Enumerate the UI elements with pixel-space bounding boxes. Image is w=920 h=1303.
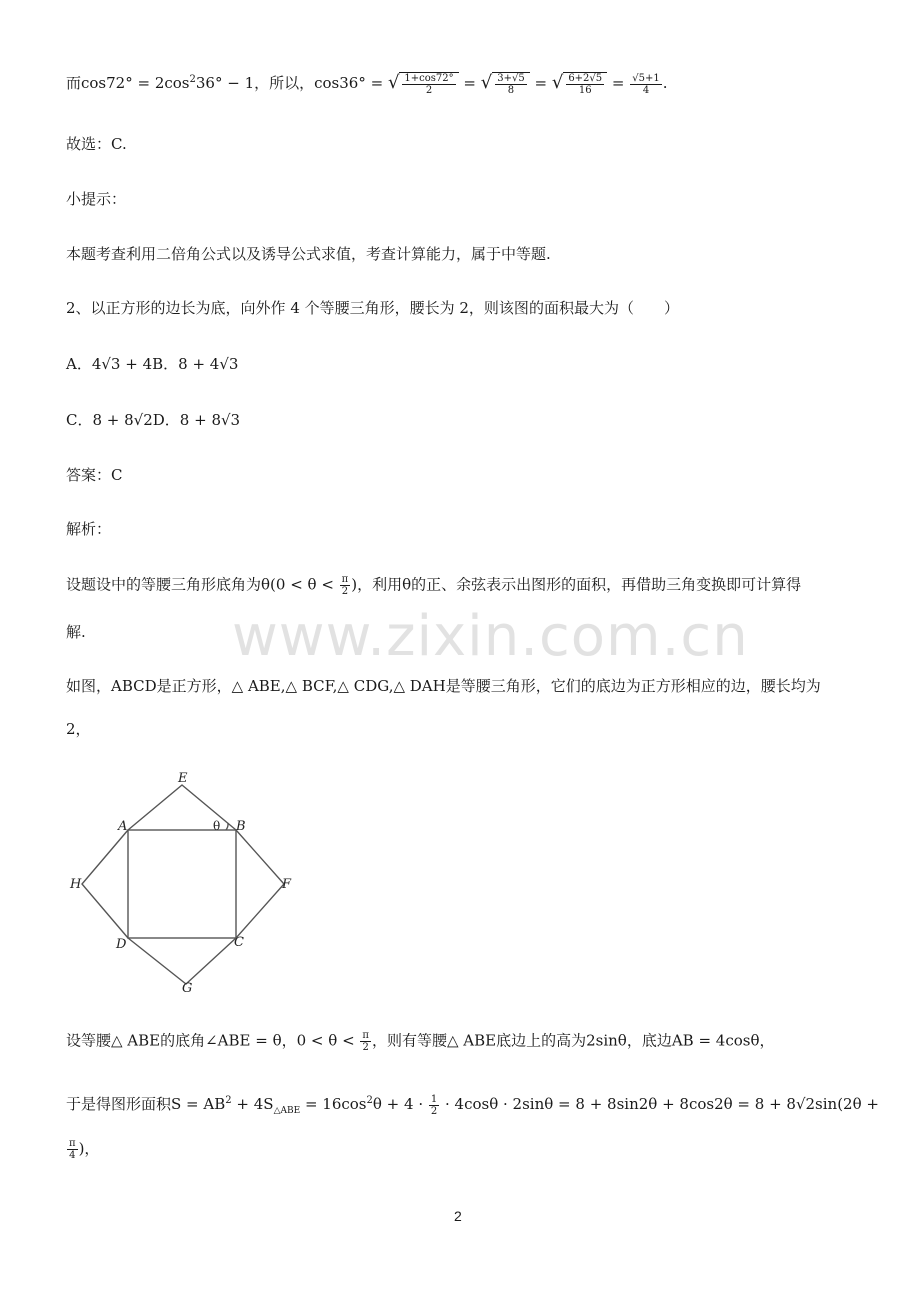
superscript: 2 xyxy=(366,1095,373,1106)
denominator: 2 xyxy=(341,586,349,597)
watermark: www.zixin.com.cn xyxy=(232,604,749,669)
numerator: 3+√5 xyxy=(497,72,525,84)
text-seg: = xyxy=(607,74,630,92)
numerator: 6+2√5 xyxy=(568,72,603,84)
denominator: 16 xyxy=(578,84,592,96)
fraction xyxy=(429,1094,439,1117)
numerator: 1+cos72° xyxy=(404,72,454,84)
triangle-cdg xyxy=(128,938,236,984)
label-b: B xyxy=(236,819,246,834)
fraction xyxy=(360,1030,371,1053)
solution-line-2 xyxy=(66,1091,879,1121)
solution-line-1 xyxy=(66,1030,775,1053)
denominator: 4 xyxy=(69,1150,76,1161)
triangle-bcf xyxy=(236,830,284,938)
superscript: 2 xyxy=(225,1095,232,1106)
text-seg: = 16cos xyxy=(300,1095,367,1113)
options-ab: A．4√3 + 4B．8 + 4√3 xyxy=(66,355,239,373)
text-seg: + 4S xyxy=(231,1095,274,1113)
denominator: 2 xyxy=(425,84,433,96)
text-seg: )，利用θ的正、余弦表示出图形的面积，再借助三角变换即可计算得 xyxy=(351,575,802,594)
page-number: 2 xyxy=(454,1208,462,1224)
subscript: △ABE xyxy=(273,1106,301,1116)
sqrt-sign: √ xyxy=(551,72,564,93)
numerator: π xyxy=(69,1138,76,1149)
hint-text: 本题考查利用二倍角公式以及诱导公式求值，考查计算能力，属于中等题. xyxy=(66,245,551,263)
text-seg: 而cos72° = 2cos xyxy=(66,74,190,92)
analysis-text-2: 解. xyxy=(66,623,86,641)
denominator: 2 xyxy=(430,1105,438,1117)
analysis-heading: 解析： xyxy=(66,520,112,538)
fraction xyxy=(340,574,351,597)
fraction xyxy=(566,73,604,96)
square-triangles-figure xyxy=(66,770,306,1000)
label-d: D xyxy=(116,937,127,952)
text-seg: )， xyxy=(78,1139,100,1158)
sqrt-body xyxy=(563,72,607,96)
text-seg: ，则有等腰△ ABE底边上的高为2sinθ，底边AB = 4cosθ， xyxy=(371,1031,775,1050)
label-e: E xyxy=(178,771,188,786)
text-seg: = xyxy=(458,74,481,92)
formula-line-cos36 xyxy=(66,70,668,96)
fraction xyxy=(402,73,455,96)
label-f: F xyxy=(282,877,292,892)
superscript: 2 xyxy=(189,74,196,85)
choice-line: 故选：C. xyxy=(66,135,127,153)
numerator: π xyxy=(341,574,349,585)
text-seg: 36° − 1，所以，cos36° = xyxy=(195,74,388,92)
triangle-dah xyxy=(82,830,128,938)
denominator: 2 xyxy=(362,1042,369,1053)
analysis-text-1 xyxy=(66,574,801,597)
sqrt-body xyxy=(399,72,458,96)
numerator: π xyxy=(362,1030,369,1041)
square-abcd xyxy=(128,830,236,938)
text-seg: . xyxy=(662,74,668,92)
text-seg: · 4cosθ · 2sinθ = 8 + 8sin2θ + 8cos2θ = 8 + 8√2sin(2θ + xyxy=(440,1095,879,1113)
solution-line-3 xyxy=(66,1138,99,1161)
numerator: √5+1 xyxy=(632,72,660,84)
answer-line: 答案：C xyxy=(66,466,123,484)
fraction xyxy=(495,73,526,96)
figure-lines xyxy=(82,785,284,984)
figure-description-end: 2， xyxy=(66,720,91,738)
figure-description: 如图，ABCD是正方形，△ ABE,△ BCF,△ CDG,△ DAH是等腰三角形，它们的底边为正方形相应的边，腰长均为 xyxy=(66,677,821,695)
text-seg: θ + 4 · xyxy=(372,1095,428,1113)
hint-heading: 小提示： xyxy=(66,190,127,208)
text-seg: 于是得图形面积S = AB xyxy=(66,1095,226,1113)
numerator: 1 xyxy=(430,1093,438,1105)
label-g: G xyxy=(182,981,193,996)
denominator: 4 xyxy=(642,84,650,96)
label-h: H xyxy=(70,877,82,892)
sqrt-sign: √ xyxy=(480,72,493,93)
theta-arc xyxy=(226,823,228,830)
sqrt-sign: √ xyxy=(387,72,400,93)
options-cd: C．8 + 8√2D．8 + 8√3 xyxy=(66,411,241,429)
denominator: 8 xyxy=(507,84,515,96)
text-seg: 设题设中的等腰三角形底角为θ(0 < θ < xyxy=(66,575,339,594)
question-2: 2、以正方形的边长为底，向外作 4 个等腰三角形，腰长为 2，则该图的面积最大为（ ） xyxy=(66,299,679,317)
label-c: C xyxy=(234,935,244,950)
fraction xyxy=(67,1138,78,1161)
fraction xyxy=(630,73,661,96)
text-seg: 设等腰△ ABE的底角∠ABE = θ，0 < θ < xyxy=(66,1031,360,1050)
text-seg: = xyxy=(529,74,552,92)
label-a: A xyxy=(118,819,128,834)
sqrt-body xyxy=(492,72,529,96)
label-theta: θ xyxy=(213,819,221,833)
